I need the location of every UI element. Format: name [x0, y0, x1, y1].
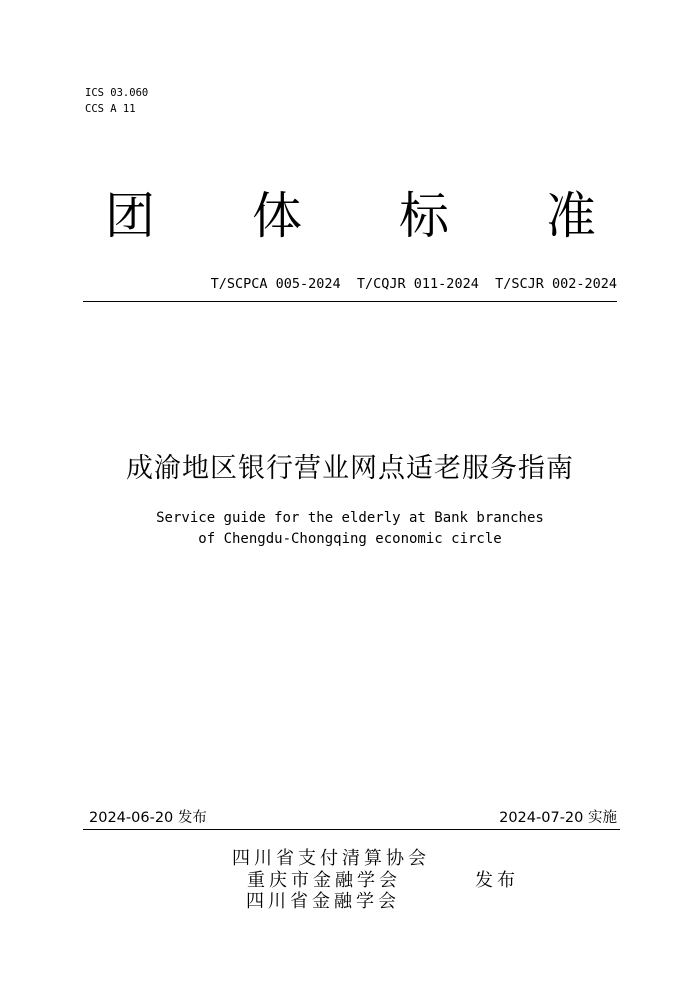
doc-type-char-4: 准 [546, 187, 596, 245]
ics-code: ICS 03.060 [85, 87, 149, 99]
english-title-line-1: Service guide for the elderly at Bank branches [156, 510, 544, 526]
header-divider [83, 301, 617, 302]
implement-date: 2024-07-20 实施 [499, 810, 617, 826]
doc-type-char-2: 体 [252, 187, 302, 245]
doc-type-char-3: 标 [399, 187, 449, 245]
publisher-3: 四川省金融学会 [246, 891, 400, 912]
publisher-1: 四川省支付清算协会 [232, 848, 430, 869]
publisher-2: 重庆市金融学会 [247, 870, 401, 891]
english-title [0, 508, 700, 550]
doc-type-char-1: 团 [105, 187, 155, 245]
issue-date: 2024-06-20 发布 [89, 810, 207, 826]
english-title-line-2: of Chengdu-Chongqing economic circle [198, 531, 502, 547]
ccs-code: CCS A 11 [85, 103, 136, 115]
standard-codes: T/SCPCA 005-2024 T/CQJR 011-2024 T/SCJR 002-2024 [210, 276, 617, 292]
document-title: 成渝地区银行营业网点适老服务指南 [126, 453, 574, 484]
classification-block [85, 85, 148, 117]
publish-label: 发布 [475, 870, 519, 891]
footer-divider [83, 829, 620, 830]
